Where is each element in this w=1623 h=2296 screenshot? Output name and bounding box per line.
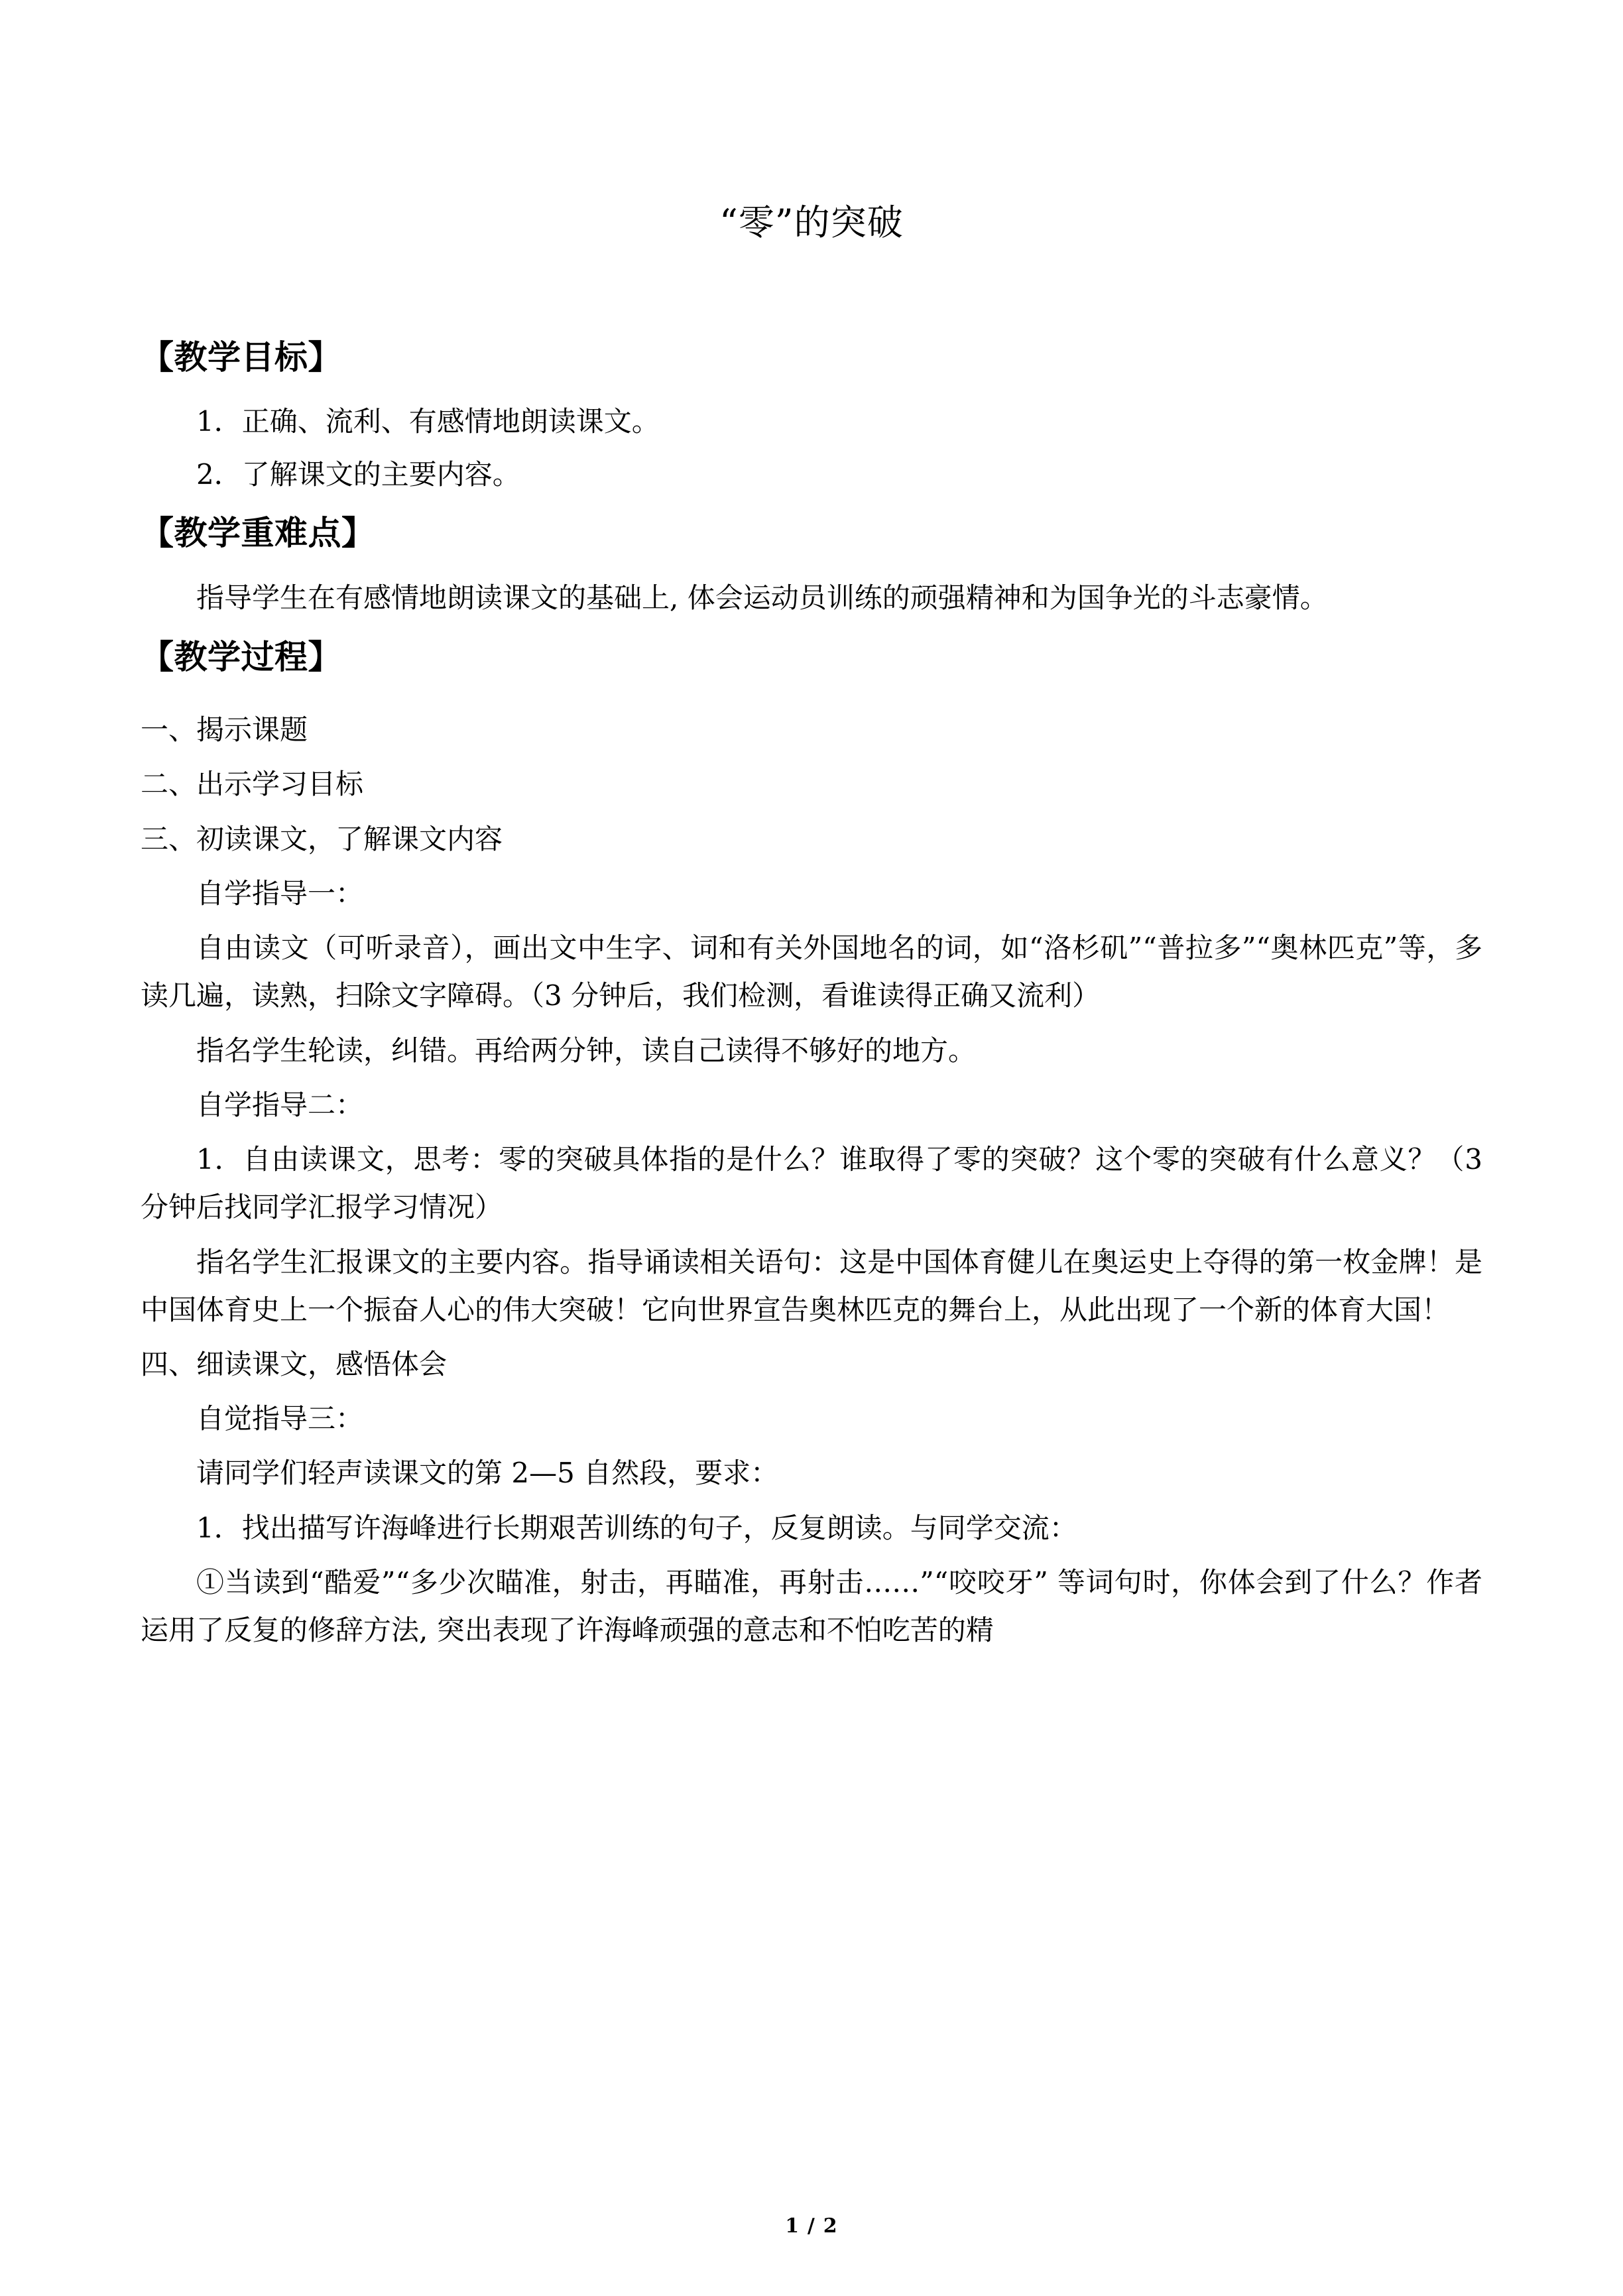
self-study-guide-1-followup: 指名学生轮读，纠错。再给两分钟，读自己读得不够好的地方。 (196, 1034, 977, 1067)
objective-item-1: 1．正确、流利、有感情地朗读课文。 (196, 404, 660, 438)
self-study-guide-3-item-1: 1．找出描写许海峰进行长期艰苦训练的句子，反复朗读。与同学交流： (196, 1511, 1077, 1544)
spacer (141, 686, 1482, 703)
process-step-4: 四、细读课文，感悟体会 (141, 1348, 448, 1380)
self-study-guide-1-text: 自由读文（可听录音），画出文中生字、词和有关外国地名的词，如“洛杉矶”“普拉多”“奥林匹克”等，多读几遍，读熟，扫除文字障碍。（3 分钟后，我们检测，看谁读得正确又流利） (141, 932, 1482, 1012)
process-step-3: 三、初读课文，了解课文内容 (141, 822, 503, 855)
section-heading-teaching-process: 【教学过程】 (141, 637, 341, 677)
key-difficulties-paragraph: 指导学生在有感情地朗读课文的基础上, 体会运动员训练的顽强精神和为国争光的斗志豪情。 (196, 581, 1328, 614)
section-heading-teaching-objectives: 【教学目标】 (141, 337, 341, 377)
spacer (141, 562, 1482, 571)
process-step-2: 二、出示学习目标 (141, 768, 364, 801)
section-heading-key-difficulties: 【教学重难点】 (141, 513, 375, 552)
self-study-guide-1-label: 自学指导一： (196, 876, 364, 910)
self-study-guide-2-item-1: 1．自由读课文，思考：零的突破具体指的是什么？谁取得了零的突破？这个零的突破有什么意义？（3 分钟后找同学汇报学习情况） (141, 1143, 1482, 1224)
self-study-guide-2-label: 自学指导二： (196, 1088, 364, 1121)
process-step-1: 一、揭示课题 (141, 713, 308, 747)
page-title: “零”的突破 (719, 202, 904, 243)
objective-item-2: 2．了解课文的主要内容。 (196, 457, 520, 491)
self-study-guide-3-intro: 请同学们轻声读课文的第 2—5 自然段，要求： (196, 1457, 779, 1490)
self-study-guide-3-item-1-sub: ①当读到“酷爱”“多少次瞄准，射击，再瞄准，再射击……”“咬咬牙” 等词句时，你体会到了什么？作者运用了反复的修辞方法, 突出表现了许海峰顽强的意志和不怕吃苦的精 (141, 1565, 1482, 1647)
page-number: 1 / 2 (785, 2214, 838, 2238)
self-study-guide-2-followup: 指名学生汇报课文的主要内容。指导诵读相关语句：这是中国体育健儿在奥运史上夺得的第一枚金牌！是中国体育史上一个振奋人心的伟大突破！它向世界宣告奥林匹克的舞台上，从此出现了一个新的体育大国！ (141, 1245, 1482, 1326)
self-study-guide-3-label: 自觉指导三： (196, 1402, 364, 1435)
spacer (141, 386, 1482, 395)
